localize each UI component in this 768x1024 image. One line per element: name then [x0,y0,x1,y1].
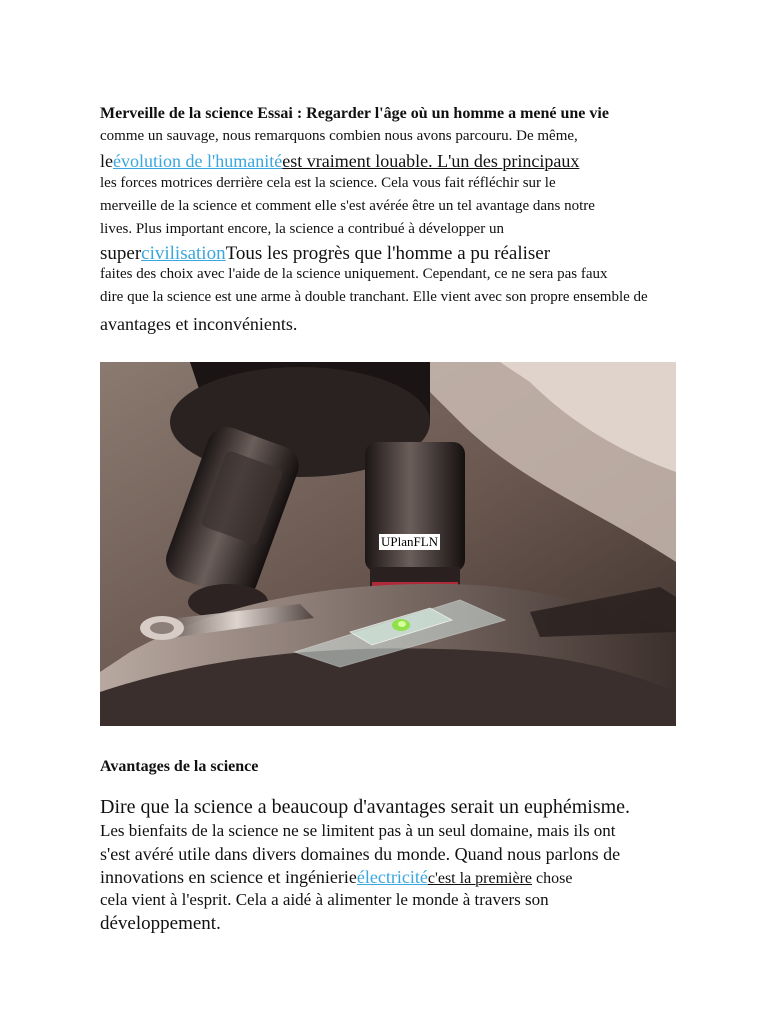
paragraph-line [100,152,579,170]
article-title-line: Merveille de la science Essai : Regarder l'âge où un homme a mené une vie [100,105,609,122]
text-fragment: c'est la première [427,870,533,887]
electricite-link[interactable]: électricité [356,867,428,887]
paragraph-line: cela vient à l'esprit. Cela a aidé à alimenter le monde à travers son [100,890,549,909]
text-fragment: est vraiment louable. L'un des principaux [282,151,580,171]
paragraph-line: les forces motrices derrière cela est la science. Cela vous fait réfléchir sur le [100,175,556,191]
paragraph-line: Les bienfaits de la science ne se limitent pas à un seul domaine, mais ils ont [100,821,616,840]
text-fragment: chose [532,870,573,887]
text-fragment: super [100,243,142,264]
humanity-evolution-link[interactable]: évolution de l'humanité [113,151,283,171]
text-fragment: innovations en science et ingénierie [100,867,357,887]
paragraph-line: Dire que la science a beaucoup d'avantages serait un euphémisme. [100,796,631,818]
paragraph-line [100,244,550,263]
paragraph-line: avantages et inconvénients. [100,314,298,334]
objective-label: UPlanFLN [381,534,439,549]
text-fragment: Tous les progrès que l'homme a pu réaliser [225,243,551,264]
paragraph-line: merveille de la science et comment elle s'est avérée être un tel avantage dans notre [100,198,595,214]
paragraph-line: développement. [100,913,221,934]
section-heading: Avantages de la science [100,758,259,775]
paragraph-line: comme un sauvage, nous remarquons combien nous avons parcouru. De même, [100,128,578,144]
civilisation-link[interactable]: civilisation [141,243,226,264]
paragraph-line: faites des choix avec l'aide de la science uniquement. Cependant, ce ne sera pas faux [100,266,608,282]
microscope-photo [100,362,676,726]
paragraph-line: lives. Plus important encore, la science a contribué à développer un [100,221,505,237]
paragraph-line: s'est avéré utile dans divers domaines du monde. Quand nous parlons de [100,844,621,864]
text-fragment: le [100,151,113,171]
paragraph-line: dire que la science est une arme à double tranchant. Elle vient avec son propre ensemble de [100,289,648,305]
paragraph-line [100,868,572,887]
